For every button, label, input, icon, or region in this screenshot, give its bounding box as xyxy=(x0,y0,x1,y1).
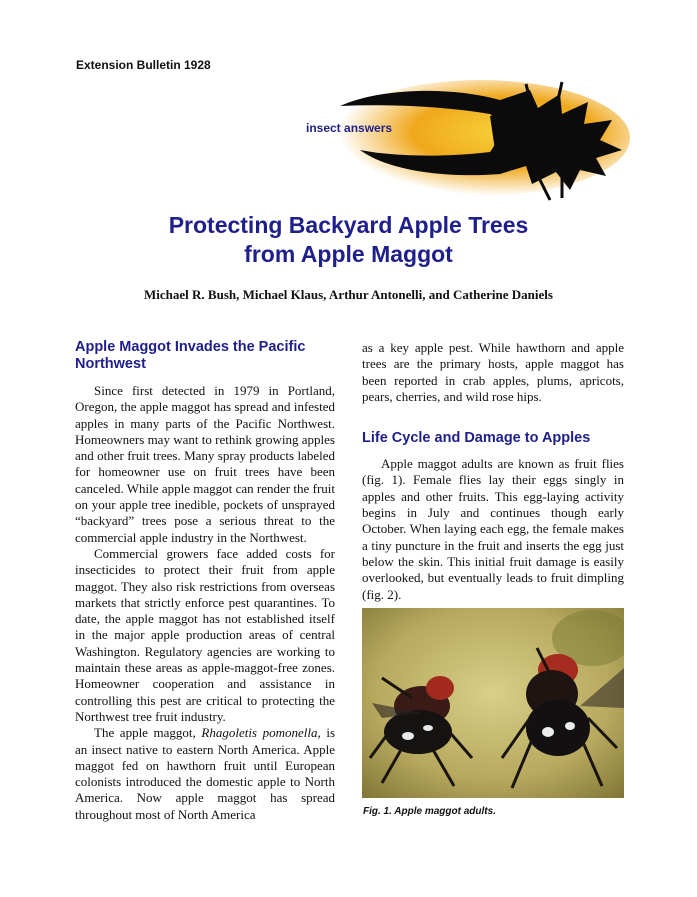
section-heading-invasion: Apple Maggot Invades the Pacific Northwest xyxy=(75,339,306,372)
left-column xyxy=(75,339,335,823)
paragraph-invasion-3 xyxy=(75,725,335,823)
apple-maggot-adults-photo xyxy=(362,608,624,798)
species-name: Rhagoletis pomonella xyxy=(201,725,318,741)
authors: Michael R. Bush, Michael Klaus, Arthur Antonelli, and Catherine Daniels xyxy=(144,287,553,302)
title-line-2: from Apple Maggot xyxy=(244,241,453,267)
section-heading-life-cycle: Life Cycle and Damage to Apples xyxy=(362,430,591,447)
paragraph-text: The apple maggot, xyxy=(94,725,202,741)
insect-answers-logo xyxy=(300,80,630,205)
title-line-1: Protecting Backyard Apple Trees xyxy=(168,212,529,238)
figure-caption: Fig. 1. Apple maggot adults. xyxy=(363,806,496,817)
right-column xyxy=(362,340,624,603)
paragraph-invasion-2: Commercial growers face added costs for insecticides to protect their fruit from apple maggot. They also risk restrictions from overseas markets that strictly enforce pest quarantines. To date, the apple maggot has not established itself in the major apple production areas of central Washington. Regulatory agencies are working to maintain these areas as apple-maggot-free zones. Homeowner cooperation and assistance in controlling this pest are critical to protecting the Northwest tree fruit industry. xyxy=(75,545,335,724)
bulletin-number: Extension Bulletin 1928 xyxy=(76,58,211,72)
paragraph-life-cycle-1: Apple maggot adults are known as fruit flies (fig. 1). Female flies lay their eggs singly in apples and other fruits. This egg-laying activity begins in July and continues though early October. When laying each egg, the female makes a tiny puncture in the fruit and inserts the egg just below the skin. This initial fruit damage is easily overlooked, but eventually leads to fruit dimpling (fig. 2). xyxy=(362,456,624,602)
series-label: insect answers xyxy=(306,121,393,135)
paragraph-text: , is an insect native to eastern North America. Apple maggot fed on hawthorn fruit until European colonists introduced the domestic apple to North America. Now apple maggot has spread throughout most of North America xyxy=(75,725,335,822)
paragraph-invasion-1: Since first detected in 1979 in Portland, Oregon, the apple maggot has spread and infested apples in many parts of the Pacific Northwest. Homeowners may want to rethink growing apples and other fruit trees. Many spray products labeled for homeowner use on fruit trees have been canceled. While apple maggot can render the fruit on your apple tree inedible, pockets of unsprayed “backyard” trees pose a serious threat to the commercial apple industry in the Northwest. xyxy=(75,383,335,545)
paragraph-invasion-3-continued: as a key apple pest. While hawthorn and apple trees are the primary hosts, apple maggot has been reported in crab apples, plums, apricots, pears, cherries, and wild rose hips. xyxy=(362,340,624,404)
page-title xyxy=(0,211,697,269)
